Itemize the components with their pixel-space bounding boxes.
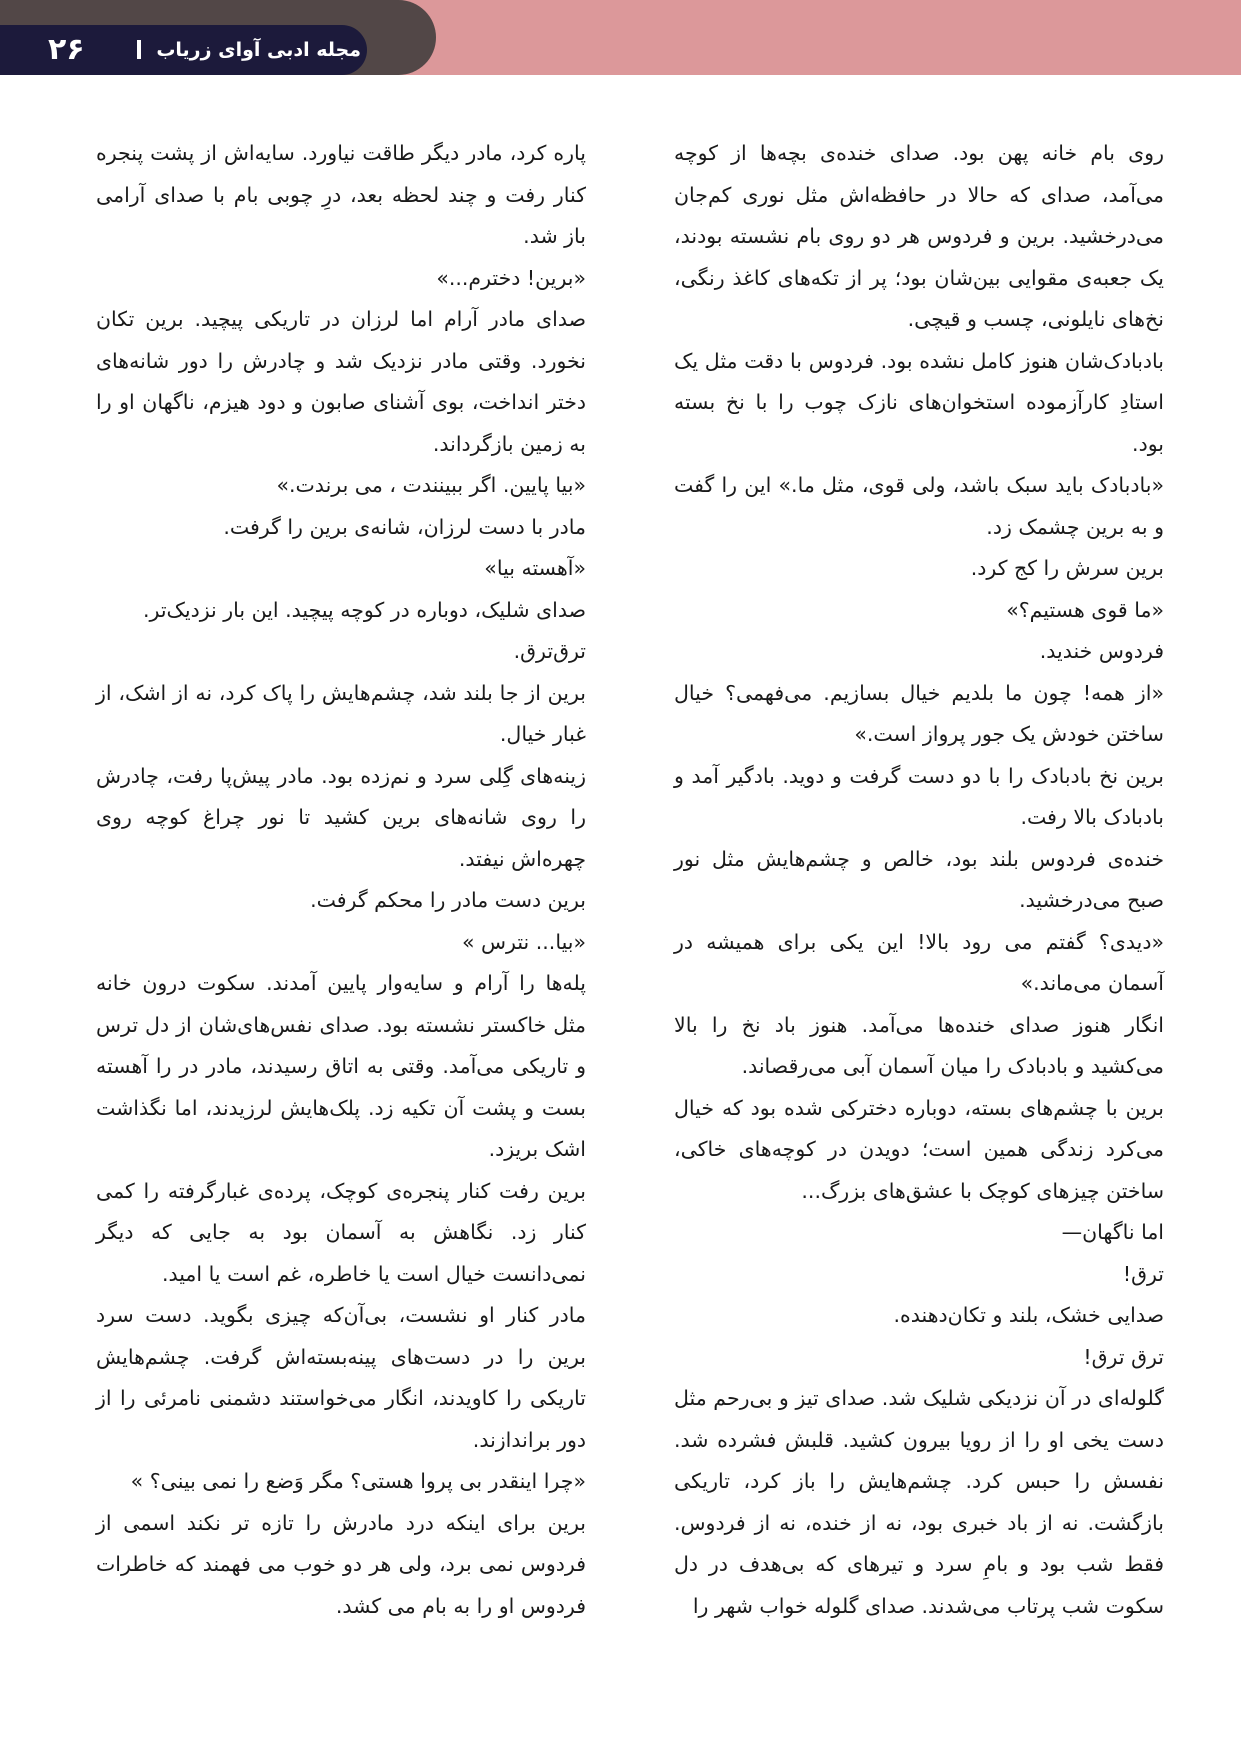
paragraph: مادر با دست لرزان، شانه‌ی برین را گرفت.	[223, 514, 586, 539]
paragraph: اما ناگهان—	[1061, 1220, 1164, 1244]
paragraph: زینه‌های گِلی سرد و نم‌زده بود. مادر پیش‌پا رفت، چادرش را روی شانه‌های برین کشید تا نور چراغ کوچه روی چهره‌اش نیفتد.	[96, 763, 586, 871]
paragraph: برین نخ بادبادک را با دو دست گرفت و دوید. بادگیر آمد و بادبادک بالا رفت.	[674, 763, 1164, 829]
paragraph: گلوله‌ای در آن نزدیکی شلیک شد. صدای تیز و بی‌رحم مثل دست یخی او را از رویا بیرون کشید. قلبش فشرده شد. نفسش را حبس کرد. چشم‌هایش را باز کرد، تاریکی بازگشت. نه از باد خبری بود، نه از خنده، نه از فردوس. فقط شب بود و بامِ سرد و تیرهای که بی‌هدف در دل سکوت شب پرتاب می‌شدند. صدای گلوله خواب شهر را	[674, 1386, 1164, 1618]
paragraph: بادبادک‌شان هنوز کامل نشده بود. فردوس با دقت مثل یک استادِ کارآزموده استخوان‌های نازک چوب را با نخ بسته بود.	[674, 348, 1164, 456]
paragraph: برین رفت کنار پنجره‌ی کوچک، پرده‌ی غبارگرفته را کمی کنار زد. نگاهش به آسمان بود به جایی که دیگر نمی‌دانست خیال است یا خاطره، غم است یا امید.	[96, 1178, 586, 1286]
paragraph: برین از جا بلند شد، چشم‌هایش را پاک کرد، نه از اشک، از غبار خیال.	[96, 680, 586, 746]
paragraph: برین دست مادر را محکم گرفت.	[310, 888, 586, 912]
paragraph: برین سرش را کج کرد.	[970, 556, 1164, 580]
paragraph: برین برای اینکه درد مادرش را تازه تر نکند اسمی از فردوس نمی برد، ولی هر دو خوب می فهمند که خاطرات فردوس او را به بام می کشد.	[96, 1510, 586, 1618]
paragraph: مادر کنار او نشست، بی‌آن‌که چیزی بگوید. دست سرد برین را در دست‌های پینه‌بسته‌اش گرفت. چشم‌هایش تاریکی را کاویدند، انگار می‌خواستند دشمنی نامرئی را از دور براندازند.	[96, 1303, 586, 1452]
paragraph: انگار هنوز صدای خنده‌ها می‌آمد. هنوز باد نخ را بالا می‌کشید و بادبادک را میان آسمان آبی می‌رقصاند.	[674, 1012, 1164, 1078]
paragraph: «برین! دخترم...»	[436, 265, 586, 290]
paragraph: برین با چشم‌های بسته، دوباره دخترکی شده بود که خیال می‌کرد زندگی همین است؛ دویدن در کوچه‌های خاکی، ساختن چیزهای کوچک با عشق‌های بزرگ...	[674, 1095, 1164, 1203]
paragraph: پاره کرد، مادر دیگر طاقت نیاورد. سایه‌اش از پشت پنجره کنار رفت و چند لحظه بعد، درِ چوبی بام با صدای آرامی باز شد.	[96, 141, 586, 248]
paragraph: ترق‌ترق.	[513, 639, 586, 663]
paragraph: «ما قوی هستیم؟»	[1006, 597, 1164, 622]
paragraph: فردوس خندید.	[1039, 639, 1164, 663]
paragraph: روی بام خانه پهن بود. صدای خنده‌ی بچه‌ها از کوچه می‌آمد، صدای که حالا در حافظه‌اش مثل نوری کم‌جان می‌درخشید. برین و فردوس هر دو روی بام نشسته بودند، یک جعبه‌ی مقوایی بین‌شان بود؛ پر از تکه‌های کاغذ رنگی، نخ‌های نایلونی، چسب و قیچی.	[674, 141, 1164, 331]
left-column	[96, 133, 586, 1627]
paragraph: خنده‌ی فردوس بلند بود، خالص و چشم‌هایش مثل نور صبح می‌درخشید.	[674, 846, 1164, 912]
paragraph: صدای شلیک، دوباره در کوچه پیچید. این بار نزدیک‌تر.	[143, 597, 586, 622]
page-number: ۲۶	[48, 32, 85, 67]
paragraph: «آهسته بیا»	[484, 556, 586, 580]
header-separator	[137, 40, 141, 59]
paragraph: ترق!	[1122, 1261, 1164, 1286]
paragraph: «بیا پایین. اگر ببینندت ، می برندت.»	[276, 473, 586, 497]
paragraph: ترق ترق!	[1083, 1344, 1164, 1369]
right-column	[674, 133, 1164, 1627]
paragraph: «بیا... نترس »	[461, 929, 586, 954]
paragraph: «بادبادک باید سبک باشد، ولی قوی، مثل ما.» این را گفت و به برین چشمک زد.	[674, 473, 1164, 539]
paragraph: «چرا اینقدر بی پروا هستی؟ مگر وَضع را نمی بینی؟ »	[130, 1469, 586, 1493]
paragraph: صدایی خشک، بلند و تکان‌دهنده.	[893, 1303, 1164, 1327]
paragraph: صدای مادر آرام اما لرزان در تاریکی پیچید. برین تکان نخورد. وقتی مادر نزدیک شد و چادرش را دور شانه‌های دختر انداخت، بوی آشنای صابون و دود هیزم، ناگهان او را به زمین بازگرداند.	[96, 307, 586, 456]
paragraph: «از همه! چون ما بلدیم خیال بسازیم. می‌فهمی؟ خیال ساختن خودش یک جور پرواز است.»	[674, 680, 1164, 746]
magazine-title: مجله ادبی آوای زریاب	[156, 39, 361, 61]
paragraph: «دیدی؟ گفتم می رود بالا! این یکی برای همیشه در آسمان می‌ماند.»	[674, 929, 1164, 995]
paragraph: پله‌ها را آرام و سایه‌وار پایین آمدند. سکوت درون خانه مثل خاکستر نشسته بود. صدای نفس‌های‌شان از دل ترس و تاریکی می‌آمد. وقتی به اتاق رسیدند، مادر در را آهسته بست و پشت آن تکیه زد. پلک‌هایش لرزیدند، اما نگذاشت اشک بریزد.	[96, 971, 586, 1161]
